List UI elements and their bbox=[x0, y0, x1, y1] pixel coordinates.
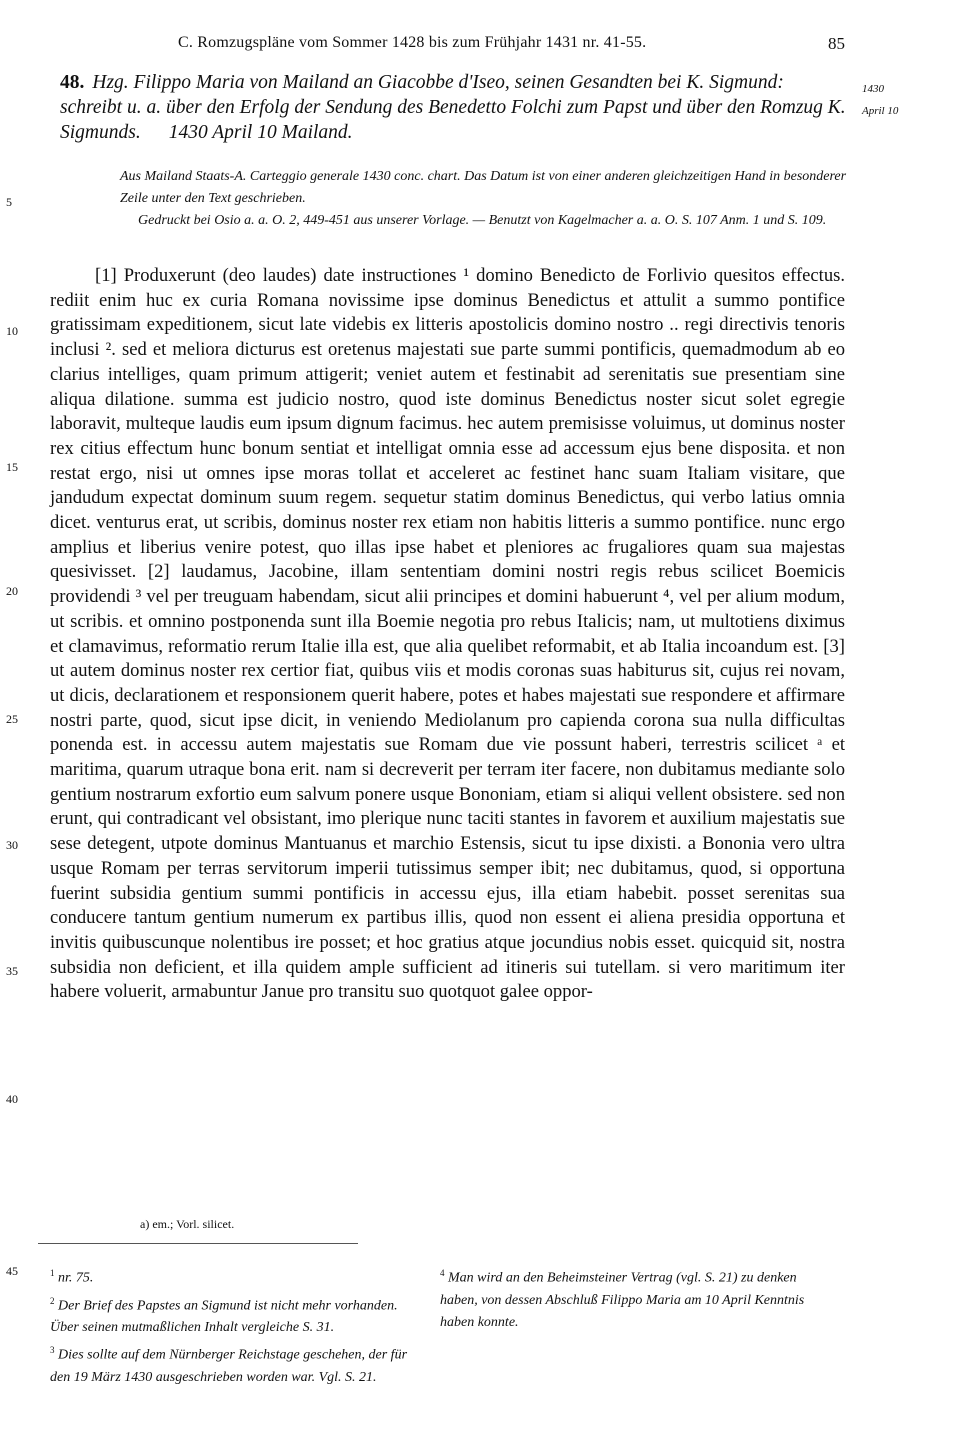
critical-apparatus: a) em.; Vorl. silicet. bbox=[140, 1217, 235, 1231]
footnotes-right-column bbox=[440, 1262, 832, 1334]
text-paragraph: [1] Produxerunt (deo laudes) date instructiones ¹ domino Benedicto de Forlivio quesitos effectus. rediit enim huc ex curia Romana novissime ipse dominus Benedictus et attulit a summo pontifice gratissimam expeditionem, sicut late videbis ex litteris apostolicis domino nostro .. regi directivis tenoris inclusi ². sed et meliora dicturus est oretenus majestati sue parte summi pontificis, quemadmodum ab eo clarius intelliges, quam primum attigerit; veniet autem et festinabit ad serenitatis sue presentiam sine aliqua dilatione. summa est judicio nostro, quod iste dominus Benedictus noster sicut solet egregie laboravit, multeque laudis eum ipsum dignum facimus. hec autem premisisse voluimus, ut dominus noster rex citius effectum hunc bonum sentiat et intelligat omnia esse ad accessum ejus bene disposita. et non restat ergo, nisi ut omnes ipse moras tollat et acceleret ac festinet hanc suam Italiam visitare, que jandudum expectat dominum suum regem. sequetur statim dominus Benedictus, qui verbo latius omnia dicet. venturus erat, ut scribis, dominus noster rex etiam non habitis litteris a summo pontifice. nunc ergo amplius et liberius venire potest, quo illas ipse habet et pleniores ac frugaliores quam sua majestas quesivisset. [2] laudamus, Jacobine, illam sententiam domini nostri regis rebus scilicet Boemicis providendi ³ vel per treuguam habendam, sicut alii principes et domini habuerunt ⁴, vel per alium modum, ut scribis. et omnino postponenda sunt illa Boemie negotia pro rebus Italicis; nam, ut multotiens diximus et clamavimus, reformatio rerum Italie illa est, que alia quelibet reformabit, et ab Italia incoandum est. [3] ut autem dominus noster rex certior fiat, quibus viis et modis coronas suas habiturus sit, cujus rei novam, ut dicis, declarationem et responsionem querit habere, potes et habes majestati sue respondere et affirmare nostri parte, quod, sicut ipse dicit, in veniendo Mediolanum pro capienda corona sua nulla difficultas ponenda est. in accessu autem majestatis sue Romam due vie possunt haberi, terrestris scilicet ᵃ et maritima, quarum utraque bona erit. nam si decreverit per terram iter facere, non dubitamus mediante solo gentium nostrarum exfortio eum salvum ponere usque Bononiam, etiam si aliqui vellent obsistere. sed non erunt, qui contradicant vel obsistant, imo plerique nunc taciti stantes in favorem et auxilium majestatis sue sese detegent, utpote dominus Mantuanus et marchio Estensis, sicut tu ipse dixisti. a Bononia vero ultra usque Romam per terras servitorum imperii tutissimus semper ibit; nec dubitamus, quod, si opportuna fuerint subsidia gentium summi pontificis in accessu ejus, illa etiam habebit. posset serenitas sua conducere tantum gentium numerum ex partibus illis, quod non essent ei aliena presidia opportuna et invitis quibuscunque nolentibus ire posset; et hoc gratius atque jocundius nobis esset. quicquid sit, nostra subsidia non deficient, et illa quidem ample sufficient ad itineris sui tutellam. si vero maritimum iter habere voluerit, armabuntur Janue pro transitu suo quotquot galee oppor- bbox=[50, 265, 845, 1003]
footnote-1-text: nr. 75. bbox=[58, 1270, 94, 1286]
footnote-4 bbox=[440, 1262, 832, 1334]
footnote-1-mark: 1 bbox=[50, 1268, 55, 1278]
footnote-3-text: Dies sollte auf dem Nürnberger Reichstage geschehen, der für den 19 März 1430 ausgeschrieben worden war. Vgl. S. 21. bbox=[50, 1347, 408, 1385]
footnote-3-mark: 3 bbox=[50, 1345, 55, 1356]
line-number: 45 bbox=[6, 1264, 18, 1278]
margin-date bbox=[862, 78, 922, 122]
footnote-2 bbox=[50, 1290, 428, 1340]
document-heading bbox=[60, 70, 850, 145]
line-number: 5 bbox=[6, 195, 12, 209]
line-number: 15 bbox=[6, 460, 18, 474]
footnotes-left-column bbox=[50, 1262, 428, 1389]
line-number: 25 bbox=[6, 712, 18, 726]
line-number: 30 bbox=[6, 838, 18, 852]
line-number: 20 bbox=[6, 584, 18, 598]
line-number: 10 bbox=[6, 324, 18, 338]
document-number: 48. bbox=[60, 72, 85, 93]
footnote-rule bbox=[38, 1243, 358, 1244]
footnote-4-mark: 4 bbox=[440, 1268, 445, 1278]
footnote-3 bbox=[50, 1339, 428, 1389]
document-title: Hzg. Filippo Maria von Mailand an Giacobbe d'Iseo, seinen Gesandten bei K. Sigmund: schreibt u. a. über den Erfolg der Sendung des Benedetto Folchi zum Papst und über den Romzug K. Sigmunds. bbox=[60, 72, 846, 143]
source-description bbox=[120, 166, 855, 232]
running-head: C. Romzugspläne vom Sommer 1428 bis zum Frühjahr 1431 nr. 41-55. bbox=[178, 34, 647, 51]
document-text bbox=[50, 264, 845, 1005]
footnote-1 bbox=[50, 1262, 428, 1290]
line-number: 40 bbox=[6, 1092, 18, 1106]
document-date-place: 1430 April 10 Mailand. bbox=[168, 122, 353, 143]
source-printed: Gedruckt bei Osio a. a. O. 2, 449-451 aus unserer Vorlage. — Benutzt von Kagelmacher a. a. O. S. 107 Anm. 1 und S. 109. bbox=[138, 213, 827, 228]
margin-date-day: April 10 bbox=[862, 105, 899, 117]
footnote-2-text: Der Brief des Papstes an Sigmund ist nicht mehr vorhanden. Über seinen mutmaßlichen Inhalt vergleiche S. 31. bbox=[50, 1298, 398, 1336]
source-archive: Aus Mailand Staats-A. Carteggio generale 1430 conc. chart. Das Datum ist von einer anderen gleichzeitigen Hand in besonderer Zeile unter den Text geschrieben. bbox=[120, 169, 847, 206]
page-number: 85 bbox=[828, 34, 845, 53]
margin-date-year: 1430 bbox=[862, 83, 884, 95]
page-header bbox=[0, 34, 960, 62]
footnote-4-text: Man wird an den Beheimsteiner Vertrag (vgl. S. 21) zu denken haben, von dessen Abschluß Filippo Maria am 10 April Kenntnis haben konnte. bbox=[440, 1270, 805, 1330]
footnote-2-mark: 2 bbox=[50, 1295, 55, 1306]
line-number: 35 bbox=[6, 964, 18, 978]
